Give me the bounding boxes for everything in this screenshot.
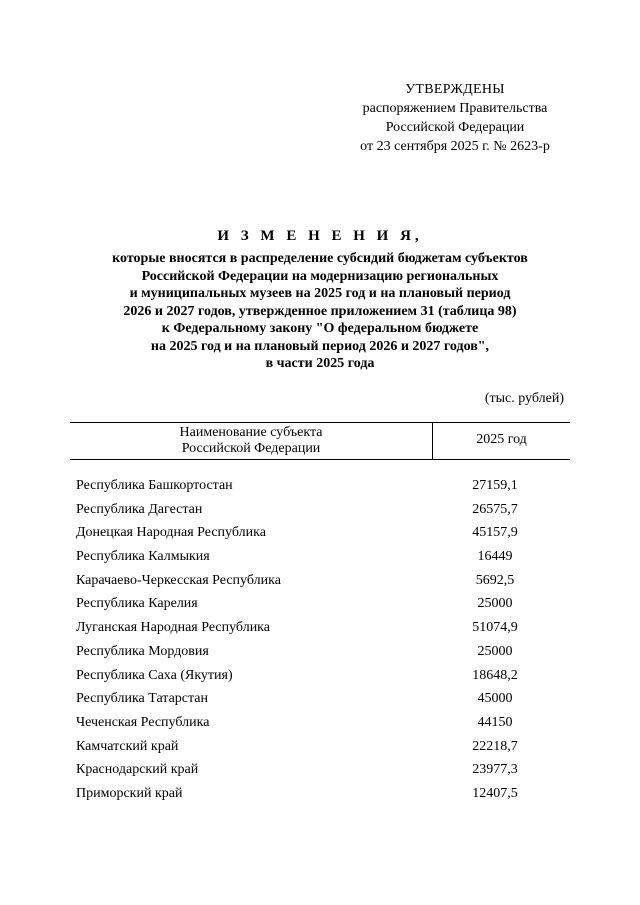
subsidy-value: 16449 xyxy=(477,549,513,565)
region-name: Камчатский край xyxy=(76,738,179,754)
subsidy-value: 45000 xyxy=(477,691,513,707)
region-name: Приморский край xyxy=(76,785,183,801)
subsidy-value: 27159,1 xyxy=(472,478,518,493)
approval-line: Российской Федерации xyxy=(385,120,525,135)
region-name: Республика Мордовия xyxy=(76,643,209,659)
table-row xyxy=(76,687,570,711)
subsidy-value: 22218,7 xyxy=(472,738,518,754)
table-row xyxy=(76,498,570,522)
subtitle-line: к Федеральному закону "О федеральном бюджете xyxy=(161,321,479,336)
region-name: Республика Саха (Якутия) xyxy=(76,667,233,683)
table-row xyxy=(76,569,570,593)
table-body xyxy=(76,474,570,806)
subsidy-value: 25000 xyxy=(477,643,513,659)
subtitle-line: 2026 и 2027 годов, утвержденное приложением 31 (таблица 98) xyxy=(123,303,517,319)
title-block xyxy=(60,226,580,373)
subsidy-value: 5692,5 xyxy=(475,572,515,588)
document-title: И З М Е Н Е Н И Я, xyxy=(217,228,423,244)
table-row xyxy=(76,474,570,498)
table-row xyxy=(76,521,570,545)
column-header-name-line: Российской Федерации xyxy=(181,441,321,456)
region-name: Чеченская Республика xyxy=(76,714,210,730)
subsidy-value: 45157,9 xyxy=(472,525,518,541)
region-name: Краснодарский край xyxy=(76,762,199,778)
region-name: Республика Дагестан xyxy=(76,501,203,517)
approval-line: распоряжением Правительства xyxy=(362,101,548,116)
table-row xyxy=(76,711,570,735)
subtitle-line: и муниципальных музеев на 2025 год и на плановый период xyxy=(129,286,511,301)
table-row xyxy=(76,735,570,759)
region-name: Республика Карелия xyxy=(76,596,198,612)
subsidy-value: 51074,9 xyxy=(472,620,518,636)
table-header xyxy=(70,422,570,460)
approval-block xyxy=(330,80,580,156)
region-name: Карачаево-Черкесская Республика xyxy=(76,572,281,588)
table-row xyxy=(76,782,570,806)
subtitle-line: которые вносятся в распределение субсидий бюджетам субъектов xyxy=(112,251,528,266)
approval-date-line: от 23 сентября 2025 г. № 2623-р xyxy=(360,139,550,154)
region-name: Донецкая Народная Республика xyxy=(76,525,266,541)
table-row xyxy=(76,640,570,664)
subsidy-value: 25000 xyxy=(477,596,513,612)
region-name: Республика Башкортостан xyxy=(76,478,233,493)
region-name: Республика Татарстан xyxy=(76,691,209,707)
table-row xyxy=(76,616,570,640)
subsidy-value: 12407,5 xyxy=(472,785,518,801)
subtitle-line: Российской Федерации на модернизацию региональных xyxy=(141,268,499,284)
units-label: (тыс. рублей) xyxy=(484,391,564,406)
column-header-name-line: Наименование субъекта xyxy=(179,425,323,440)
region-name: Луганская Народная Республика xyxy=(76,620,270,636)
subtitle-line: на 2025 год и на плановый период 2026 и 2027 годов", xyxy=(150,338,490,354)
document-subtitle xyxy=(60,250,580,373)
subsidy-value: 26575,7 xyxy=(472,501,518,517)
table-row xyxy=(76,664,570,688)
table-row xyxy=(76,545,570,569)
region-name: Республика Калмыкия xyxy=(76,549,210,565)
subsidy-value: 23977,3 xyxy=(472,762,518,778)
table-row xyxy=(76,592,570,616)
approval-heading: УТВЕРЖДЕНЫ xyxy=(405,82,505,97)
subsidy-value: 18648,2 xyxy=(472,667,518,683)
subsidy-value: 44150 xyxy=(477,714,513,730)
column-header-name xyxy=(70,423,433,459)
column-header-year: 2025 год xyxy=(476,432,527,447)
subtitle-line: в части 2025 года xyxy=(265,356,375,371)
table-row xyxy=(76,758,570,782)
